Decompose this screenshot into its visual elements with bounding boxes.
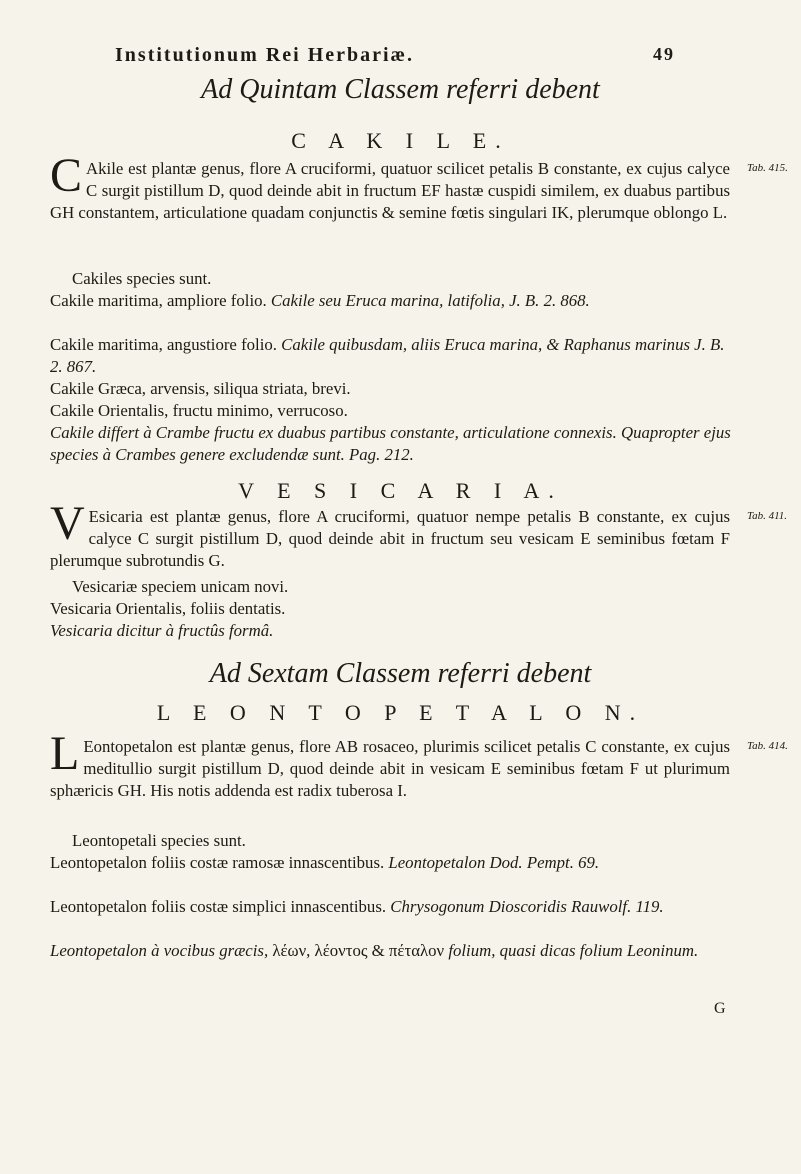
running-header	[115, 44, 675, 67]
species-name: Cakile maritima, angustiore folio.	[50, 335, 277, 354]
leontopetalon-species-1	[50, 852, 740, 874]
cakile-species-1	[50, 290, 740, 312]
species-synonym: Cakile seu Eruca marina, latifolia, J. B. 2. 868.	[270, 291, 590, 310]
margin-note-vesicaria: Tab. 411.	[747, 510, 788, 522]
margin-note-cakile: Tab. 415.	[747, 162, 788, 174]
leontopetalon-description	[50, 727, 730, 802]
leontopetalon-description-text: Eontopetalon est plantæ genus, flore AB rosaceo, plurimis scilicet petalis C constante, ex cujus meditullio surgit pistillum D, quod deinde abit in vesicam E seminibus fœtam F ut plurimum sphæricis GH. His notis addenda est radix tuberosa I.	[50, 737, 730, 800]
leontopetalon-etymology	[50, 940, 740, 962]
species-synonym: Leontopetalon Dod. Pempt. 69.	[388, 853, 600, 872]
leontopetalon-species-2	[50, 896, 740, 918]
dropcap-c: C	[50, 149, 83, 202]
species-name: Leontopetalon foliis costæ simplici innascentibus.	[50, 897, 387, 916]
cakile-description-text: Akile est plantæ genus, flore A cruciformi, quatuor scilicet petalis B constante, ex cujus calyce C surgit pistillum D, quod deinde abit in fructum EF hastæ cuspidi similem, ex duabus partibus GH constantem, articulatione quadam conjunctis & semine fœtis singulari IK, plerumque oblongo L.	[50, 159, 730, 222]
vesicaria-description-text: Esicaria est plantæ genus, flore A cruciformi, quatuor nempe petalis B constante, ex cujus calyce C surgit pistillum D, quod deinde abit in fructum seu vesicam E seminibus fœtam F plerumque subrotundis G.	[50, 507, 730, 570]
species-synonym: Chrysogonum Dioscoridis Rauwolf. 119.	[390, 897, 664, 916]
margin-note-leontopetalon: Tab. 414.	[747, 740, 788, 752]
dropcap-v: V	[50, 497, 85, 550]
cakile-species-3: Cakile Græca, arvensis, siliqua striata, brevi.	[50, 379, 351, 398]
cakile-note: Cakile differt à Crambe fructu ex duabus partibus constante, articulatione connexis. Quapropter ejus species à Crambes genere excludendæ sunt. Pag. 212.	[50, 423, 731, 464]
species-name: Leontopetalon foliis costæ ramosæ innascentibus.	[50, 853, 385, 872]
cakile-species-4: Cakile Orientalis, fructu minimo, verrucoso.	[50, 401, 348, 420]
genus-title-vesicaria: V E S I C A R I A.	[238, 478, 563, 503]
vesicaria-description	[50, 497, 730, 572]
cakile-description	[50, 149, 730, 224]
class-heading-sexta: Ad Sextam Classem referri debent	[209, 658, 592, 689]
cakile-species-2	[50, 334, 740, 378]
genus-title-leontopetalon: L E O N T O P E T A L O N.	[156, 700, 645, 725]
species-name: Cakile maritima, ampliore folio.	[50, 291, 267, 310]
vesicaria-species-intro: Vesicariæ speciem unicam novi.	[72, 577, 289, 596]
class-heading-quinta: Ad Quintam Classem referri debent	[201, 74, 600, 105]
species-synonym: Cakile quibusdam, aliis Eruca marina, & Raphanus marinus J. B. 2. 867.	[50, 335, 725, 376]
catchword: G	[714, 1000, 726, 1017]
dropcap-l: L	[50, 727, 80, 780]
etymology-text: Leontopetalon à vocibus græcis,	[50, 941, 269, 960]
etymology-text: folium, quasi dicas folium Leoninum.	[448, 941, 699, 960]
page-number: 49	[653, 44, 675, 64]
header-title: Institutionum Rei Herbariæ.	[115, 44, 414, 66]
genus-title-cakile: C A K I L E.	[291, 128, 510, 153]
leontopetalon-species-intro: Leontopetali species sunt.	[72, 831, 246, 850]
vesicaria-species-1: Vesicaria Orientalis, foliis dentatis.	[50, 599, 286, 618]
vesicaria-note: Vesicaria dicitur à fructûs formâ.	[50, 621, 274, 640]
cakile-species-intro: Cakiles species sunt.	[72, 269, 212, 288]
greek-words: λέων, λέοντος & πέταλον	[272, 941, 445, 960]
